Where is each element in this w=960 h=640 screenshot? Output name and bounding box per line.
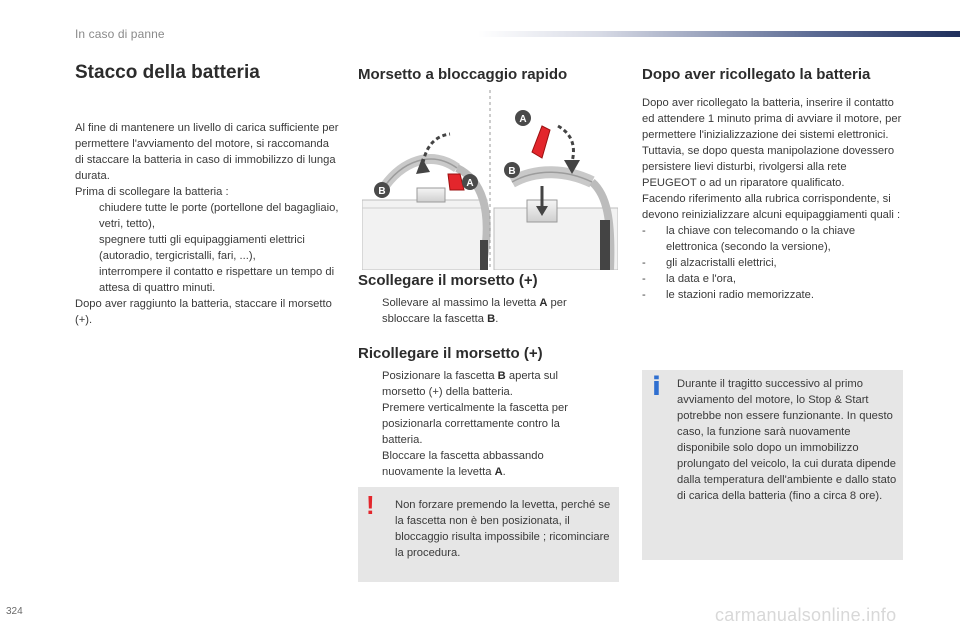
list-item: - gli alzacristalli elettrici, <box>642 257 777 269</box>
list-item: Bloccare la fascetta abbassando nuovamente la levetta A. <box>382 450 544 478</box>
list-item: - la chiave con telecomando o la chiave elettronica (secondo la versione), <box>642 225 856 253</box>
section-title-reconnect: Ricollegare il morsetto (+) <box>358 345 543 362</box>
list-item: interrompere il contatto e rispettare un tempo di attesa di quattro minuti. <box>99 266 335 294</box>
header-gradient-bar <box>478 31 960 37</box>
disconnect-steps <box>358 295 603 327</box>
label-b-left <box>374 182 390 198</box>
dash-marker: - <box>642 225 646 237</box>
list-item: Posizionare la fascetta B aperta sul morsetto (+) della batteria. <box>382 370 559 398</box>
svg-text:A: A <box>466 178 474 189</box>
warning-text: Non forzare premendo la levetta, perché se la fascetta non è ben posizionata, il bloccaggio risulta impossibile ; ricominciare la procedura. <box>395 499 611 559</box>
reconnect-steps <box>358 368 603 480</box>
page-number: 324 <box>6 606 23 617</box>
section-title-disconnect: Scollegare il morsetto (+) <box>358 272 538 289</box>
list-item: - la data e l'ora, <box>642 273 736 285</box>
list-item: Sollevare al massimo la levetta A per sbloccare la fascetta B. <box>382 297 567 325</box>
label-b-right <box>504 162 520 178</box>
svg-text:A: A <box>519 114 527 125</box>
label-a-right <box>515 110 531 126</box>
col1-body <box>75 120 340 328</box>
list-item: spegnere tutti gli equipaggiamenti elettrici (autoradio, tergicristalli, fari, ...), <box>99 234 305 262</box>
dash-marker: - <box>642 257 646 269</box>
info-text: Durante il tragitto successivo al primo avviamento del motore, lo Stop & Start potrebbe non essere funzionante. In questo caso, la funzione sarà nuovamente disponibile solo dopo un immobilizzo prolungato del veicolo, la cui durata dipende dalla temperatura dell'ambiente e dallo stato di carica della batteria (fino a circa 8 ore). <box>677 378 897 502</box>
col1-before: Prima di scollegare la batteria : <box>75 186 229 198</box>
dash-marker: - <box>642 289 646 301</box>
page-title: Stacco della batteria <box>75 62 260 83</box>
col3-p3: Facendo riferimento alla rubrica corrispondente, si devono reinizializzare alcuni equipaggiamenti quali : <box>642 193 901 221</box>
col3-p2: Tuttavia, se dopo questa manipolazione dovessero persistere lievi disturbi, rivolgersi alla rete PEUGEOT o ad un riparatore qualificato. <box>642 145 895 189</box>
battery-right-drawing <box>494 126 618 270</box>
info-icon: i <box>652 372 661 402</box>
svg-text:B: B <box>508 166 516 177</box>
svg-text:B: B <box>378 186 386 197</box>
list-item: Premere verticalmente la fascetta per posizionarla correttamente contro la batteria. <box>382 402 568 446</box>
section-title-quick-clamp: Morsetto a bloccaggio rapido <box>358 66 568 83</box>
col1-intro: Al fine di mantenere un livello di carica sufficiente per permettere l'avviamento del motore, si raccomanda di staccare la batteria in caso di immobilizzo di lunga durata. <box>75 122 339 182</box>
section-header: In caso di panne <box>75 27 165 41</box>
col1-after: Dopo aver raggiunto la batteria, staccare il morsetto (+). <box>75 298 332 326</box>
list-item: chiudere tutte le porte (portellone del bagagliaio, vetri, tetto), <box>99 202 339 230</box>
section-title-after-reconnect: Dopo aver ricollegato la batteria <box>642 66 871 83</box>
col3-body <box>642 95 904 303</box>
list-item: - le stazioni radio memorizzate. <box>642 289 814 301</box>
dash-marker: - <box>642 273 646 285</box>
watermark: carmanualsonline.info <box>715 605 897 625</box>
battery-clamp-illustration <box>362 90 618 270</box>
label-a-left <box>462 174 478 190</box>
warning-icon: ! <box>366 490 375 520</box>
col3-p1: Dopo aver ricollegato la batteria, inserire il contatto ed attendere 1 minuto prima di avviare il motore, per permettere l'inizializzazione dei sistemi elettronici. <box>642 97 902 141</box>
